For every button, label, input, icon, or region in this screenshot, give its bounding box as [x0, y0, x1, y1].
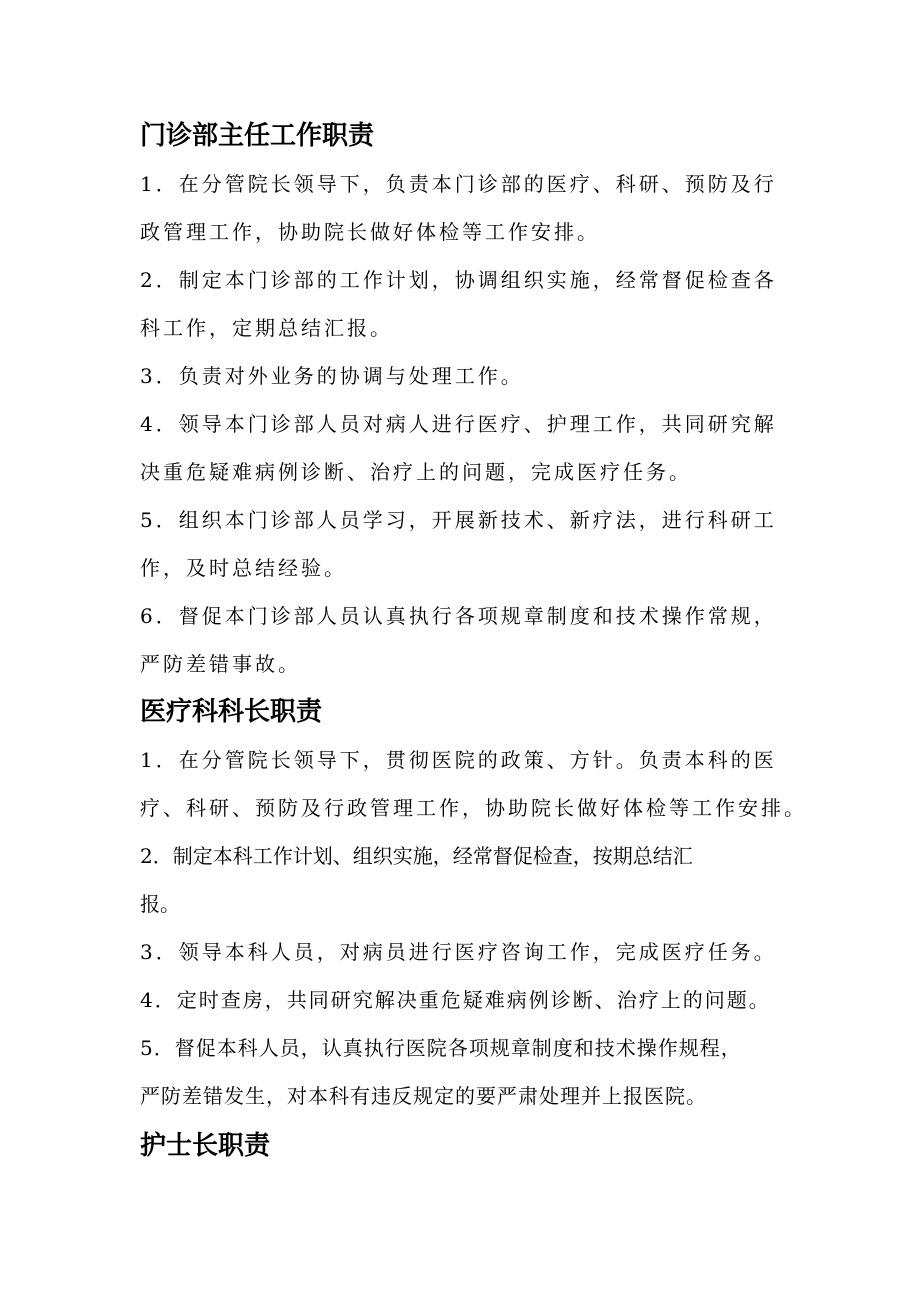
section-title-outpatient-director-duties: 门诊部主任工作职责	[140, 121, 375, 151]
duty-item-line: 作，及时总结经验。	[140, 556, 347, 580]
duty-item	[140, 592, 790, 688]
duty-item-line: 5．督促本科人员，认真执行医院各项规章制度和技术操作规程，	[140, 1036, 742, 1060]
duty-item-line: 疗、科研、预防及行政管理工作，协助院长做好体检等工作安排。	[140, 796, 807, 820]
duty-item	[140, 400, 790, 496]
duty-item	[140, 976, 790, 1024]
duty-item-line: 2．制定本科工作计划、组织实施，经常督促检查，按期总结汇	[140, 844, 693, 868]
duty-item-line: 4．领导本门诊部人员对病人进行医疗、护理工作，共同研究解	[140, 412, 777, 436]
document-body	[140, 112, 807, 1170]
duty-item-line: 3．领导本科人员，对病员进行医疗咨询工作，完成医疗任务。	[140, 940, 777, 964]
duty-item-line: 严防差错发生，对本科有违反规定的要严肃处理并上报医院。	[140, 1084, 707, 1108]
duty-item-line: 1．在分管院长领导下，负责本门诊部的医疗、科研、预防及行	[140, 172, 777, 196]
duty-item-line: 报。	[140, 892, 180, 916]
duty-item-line: 6．督促本门诊部人员认真执行各项规章制度和技术操作常规，	[140, 604, 777, 628]
section-title-head-nurse-duties: 护士长职责	[140, 1131, 271, 1161]
duty-item	[140, 832, 790, 928]
section-title-medical-section-chief-duties: 医疗科科长职责	[140, 697, 323, 727]
duty-item	[140, 1024, 790, 1120]
duty-item-line: 政管理工作，协助院长做好体检等工作安排。	[140, 220, 600, 244]
duty-item-line: 1．在分管院长领导下，贯彻医院的政策、方针。负责本科的医	[140, 748, 777, 772]
duty-item	[140, 496, 790, 592]
duty-item-line: 决重危疑难病例诊断、治疗上的问题，完成医疗任务。	[140, 460, 692, 484]
duty-item	[140, 736, 807, 832]
duty-item	[140, 160, 790, 256]
duty-item	[140, 352, 790, 400]
duty-item	[140, 256, 790, 352]
duty-item-line: 3．负责对外业务的协调与处理工作。	[140, 364, 524, 388]
duty-item-line: 5．组织本门诊部人员学习，开展新技术、新疗法，进行科研工	[140, 508, 777, 532]
duty-item-line: 严防差错事故。	[140, 652, 301, 676]
duty-item-line: 2．制定本门诊部的工作计划，协调组织实施，经常督促检查各	[140, 268, 777, 292]
duty-item-line: 4．定时查房，共同研究解决重危疑难病例诊断、治疗上的问题。	[140, 988, 771, 1012]
duty-item-line: 科工作，定期总结汇报。	[140, 316, 393, 340]
duty-item	[140, 928, 790, 976]
